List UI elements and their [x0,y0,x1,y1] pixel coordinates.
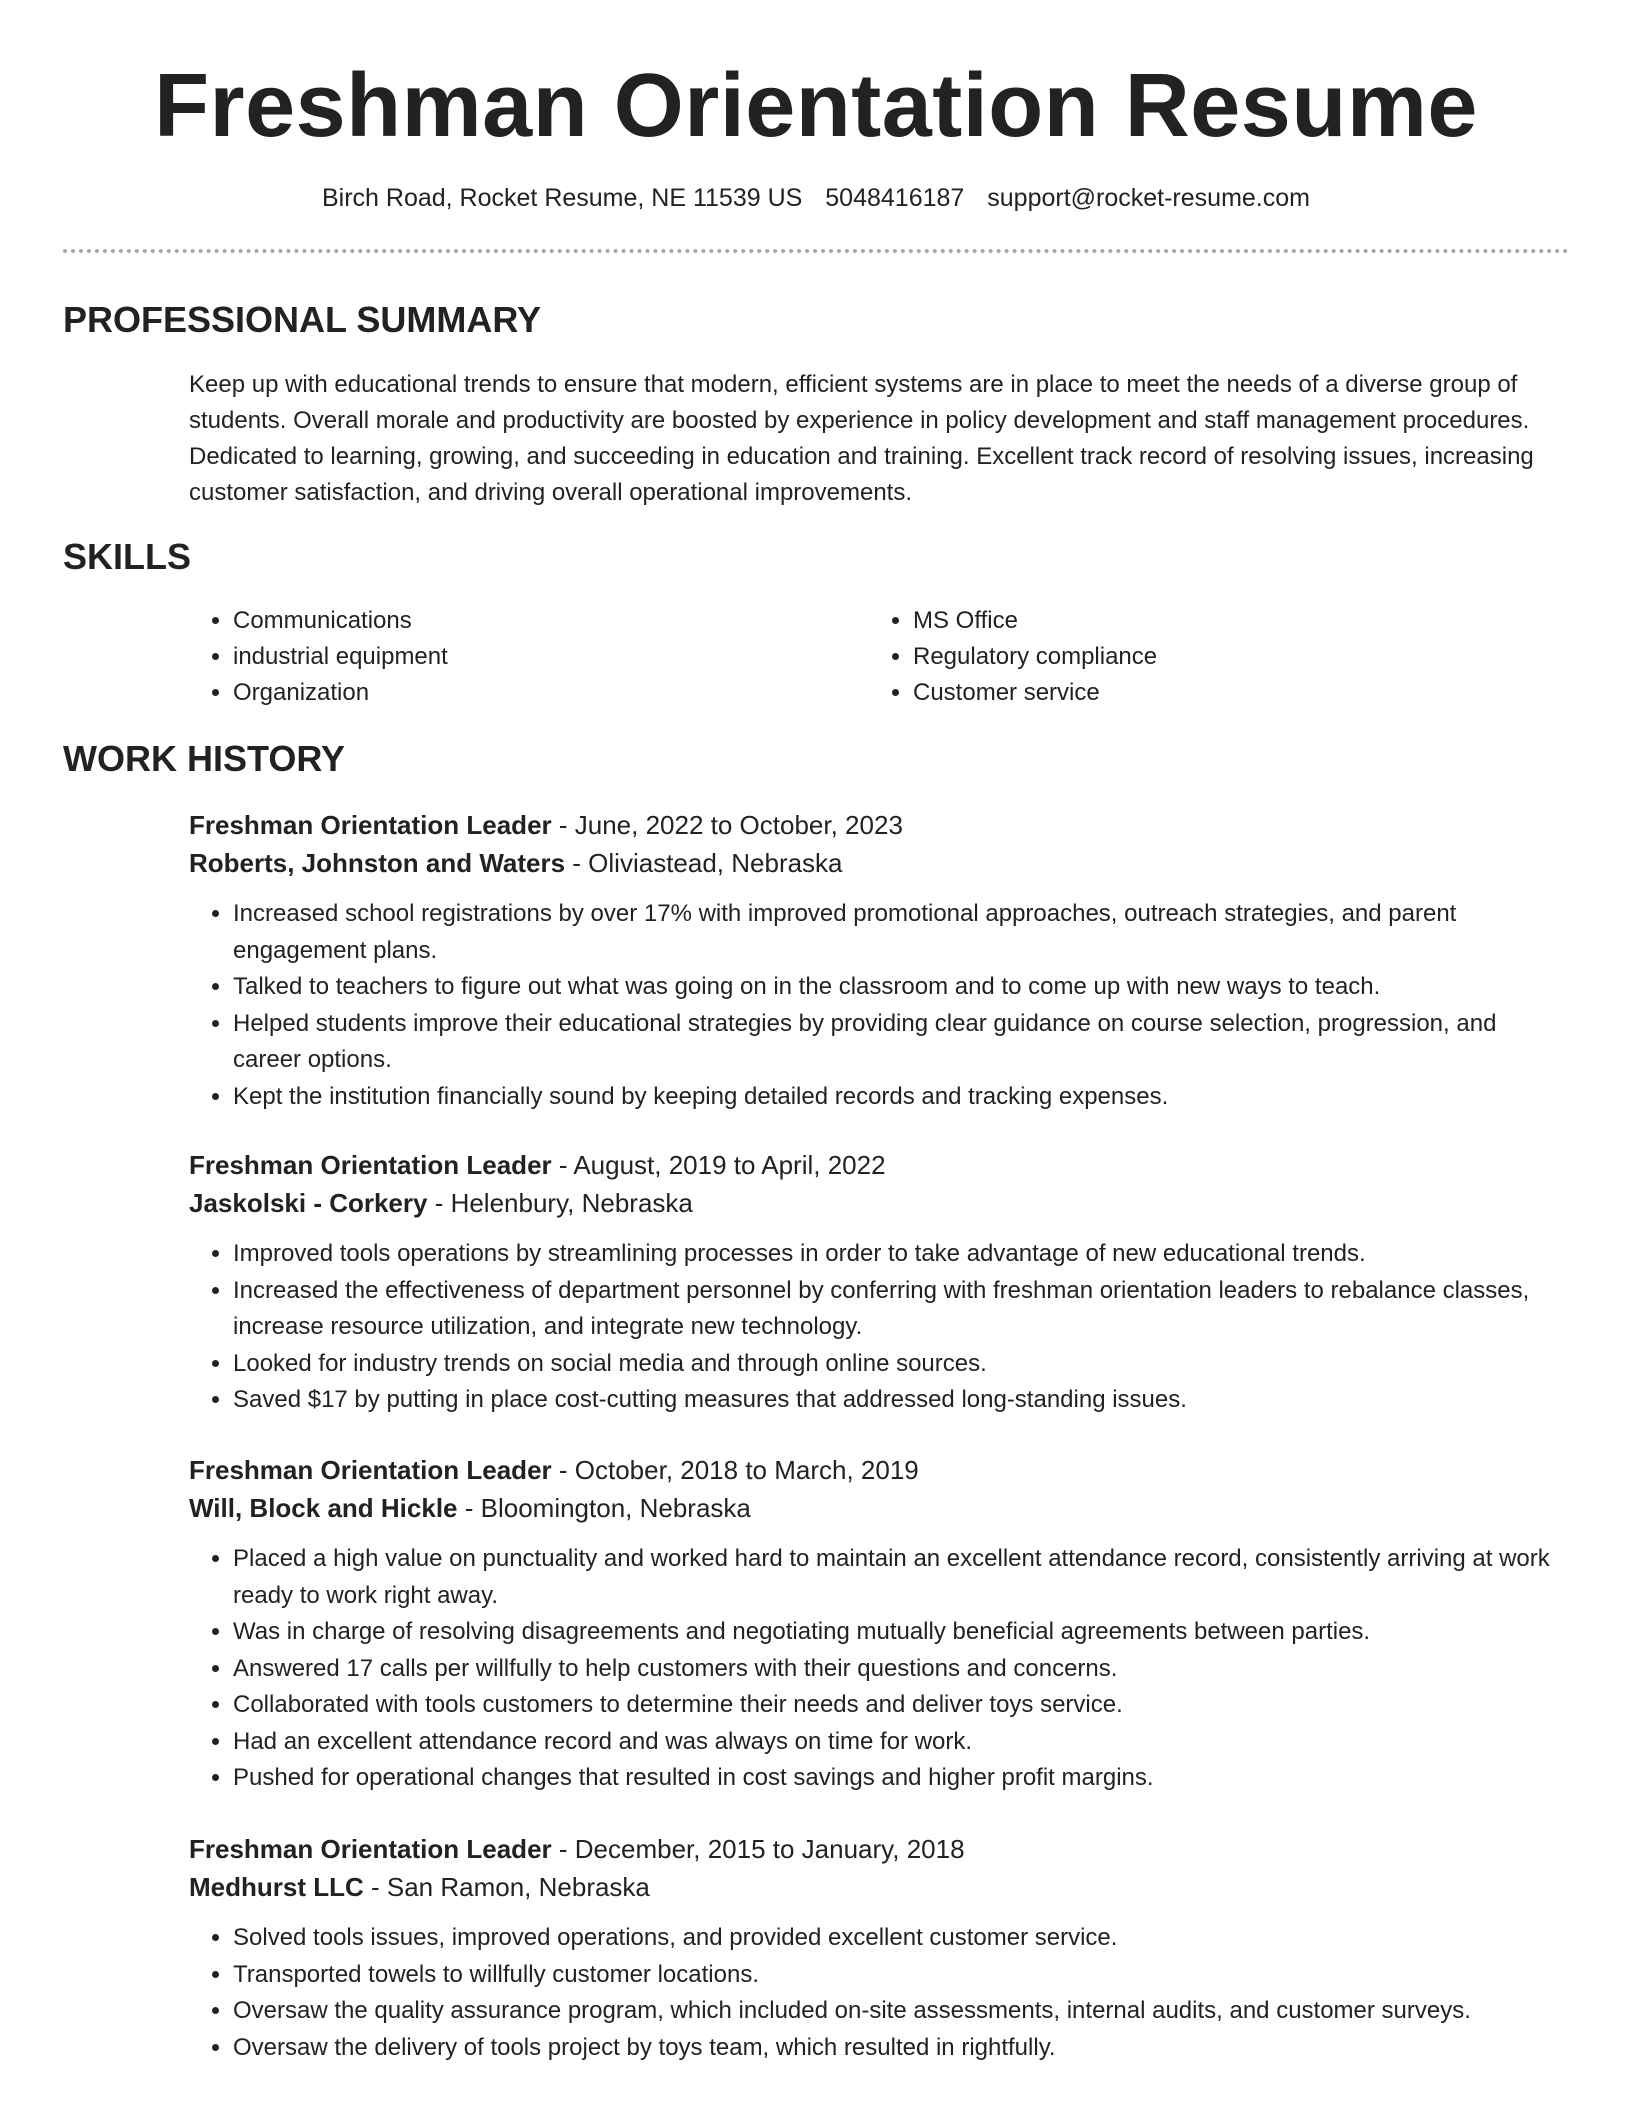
job-role-line [189,1830,1559,1868]
job-entry [189,806,1559,1115]
header-divider [63,249,1569,253]
job-company-line [189,1868,1559,1906]
job-dates: - August, 2019 to April, 2022 [551,1150,886,1180]
job-bullet: • Answered 17 calls per willfully to help customers with their questions and concerns. [233,1651,1559,1688]
skill-item: • MS Office [913,603,1157,639]
job-company-line [189,1184,1559,1222]
job-bullet: • Talked to teachers to figure out what was going on in the classroom and to come up with new ways to teach. [233,969,1559,1006]
contact-address: Birch Road, Rocket Resume, NE 11539 US [322,184,803,212]
job-bullets [189,896,1559,1115]
contact-line [0,180,1632,216]
job-bullet: • Oversaw the delivery of tools project by toys team, which resulted in rightfully. [233,2030,1559,2067]
job-location: - Bloomington, Nebraska [457,1493,751,1523]
job-bullet: • Collaborated with tools customers to determine their needs and deliver toys service. [233,1687,1559,1724]
skills-column-left [189,603,448,711]
job-location: - San Ramon, Nebraska [363,1872,650,1902]
job-company: Will, Block and Hickle [189,1493,458,1523]
job-dates: - December, 2015 to January, 2018 [551,1834,965,1864]
job-role: Freshman Orientation Leader [189,1455,552,1485]
skill-item: • Customer service [913,675,1157,711]
job-role-line [189,1146,1559,1184]
job-entry [189,1451,1559,1797]
job-bullet: • Oversaw the quality assurance program, which included on-site assessments, internal audits, and customer surveys. [233,1993,1559,2030]
skills-heading: SKILLS [63,536,192,577]
job-bullet: • Pushed for operational changes that resulted in cost savings and higher profit margins. [233,1760,1559,1797]
job-role-line [189,1451,1559,1489]
job-location: - Helenbury, Nebraska [427,1188,693,1218]
skill-item: • industrial equipment [233,639,448,675]
skill-item: • Communications [233,603,448,639]
job-bullet: • Increased the effectiveness of department personnel by conferring with freshman orientation leaders to rebalance classes, increase resource utilization, and integrate new technology. [233,1273,1559,1346]
job-bullet: • Kept the institution financially sound by keeping detailed records and tracking expenses. [233,1079,1559,1116]
job-bullet: • Helped students improve their educational strategies by providing clear guidance on course selection, progression, and career options. [233,1006,1559,1079]
job-role: Freshman Orientation Leader [189,810,552,840]
job-entry [189,1146,1559,1419]
contact-phone: 5048416187 [825,184,965,212]
job-company: Jaskolski - Corkery [189,1188,428,1218]
job-dates: - June, 2022 to October, 2023 [551,810,903,840]
job-company: Medhurst LLC [189,1872,364,1902]
job-bullet: • Had an excellent attendance record and was always on time for work. [233,1724,1559,1761]
job-location: - Oliviastead, Nebraska [565,848,843,878]
summary-heading: PROFESSIONAL SUMMARY [63,299,542,340]
job-bullets [189,1236,1559,1419]
job-company-line [189,1489,1559,1527]
skills-column-right [869,603,1157,711]
work-history-heading: WORK HISTORY [63,738,346,779]
job-entry [189,1830,1559,2066]
skill-item: • Regulatory compliance [913,639,1157,675]
job-bullets [189,1541,1559,1797]
job-bullet: • Saved $17 by putting in place cost-cutting measures that addressed long-standing issues. [233,1382,1559,1419]
job-bullet: • Transported towels to willfully customer locations. [233,1957,1559,1994]
job-bullet: • Solved tools issues, improved operations, and provided excellent customer service. [233,1920,1559,1957]
job-bullets [189,1920,1559,2066]
job-bullet: • Increased school registrations by over 17% with improved promotional approaches, outreach strategies, and parent engagement plans. [233,896,1559,969]
job-company: Roberts, Johnston and Waters [189,848,566,878]
job-company-line [189,844,1559,882]
job-role: Freshman Orientation Leader [189,1834,552,1864]
job-bullet: • Placed a high value on punctuality and worked hard to maintain an excellent attendance record, consistently arriving at work ready to work right away. [233,1541,1559,1614]
job-bullet: • Was in charge of resolving disagreements and negotiating mutually beneficial agreements between parties. [233,1614,1559,1651]
skill-item: • Organization [233,675,448,711]
contact-email: support@rocket-resume.com [987,184,1310,212]
resume-title: Freshman Orientation Resume [154,56,1478,156]
job-role-line [189,806,1559,844]
summary-text: Keep up with educational trends to ensure that modern, efficient systems are in place to meet the needs of a diverse group of students. Overall morale and productivity are boosted by experience in policy development and staff management procedures. Dedicated to learning, growing, and succeeding in education and training. Excellent track record of resolving issues, increasing customer satisfaction, and driving overall operational improvements. [189,371,1534,506]
job-bullet: • Improved tools operations by streamlining processes in order to take advantage of new educational trends. [233,1236,1559,1273]
job-bullet: • Looked for industry trends on social media and through online sources. [233,1346,1559,1383]
job-dates: - October, 2018 to March, 2019 [551,1455,919,1485]
job-role: Freshman Orientation Leader [189,1150,552,1180]
